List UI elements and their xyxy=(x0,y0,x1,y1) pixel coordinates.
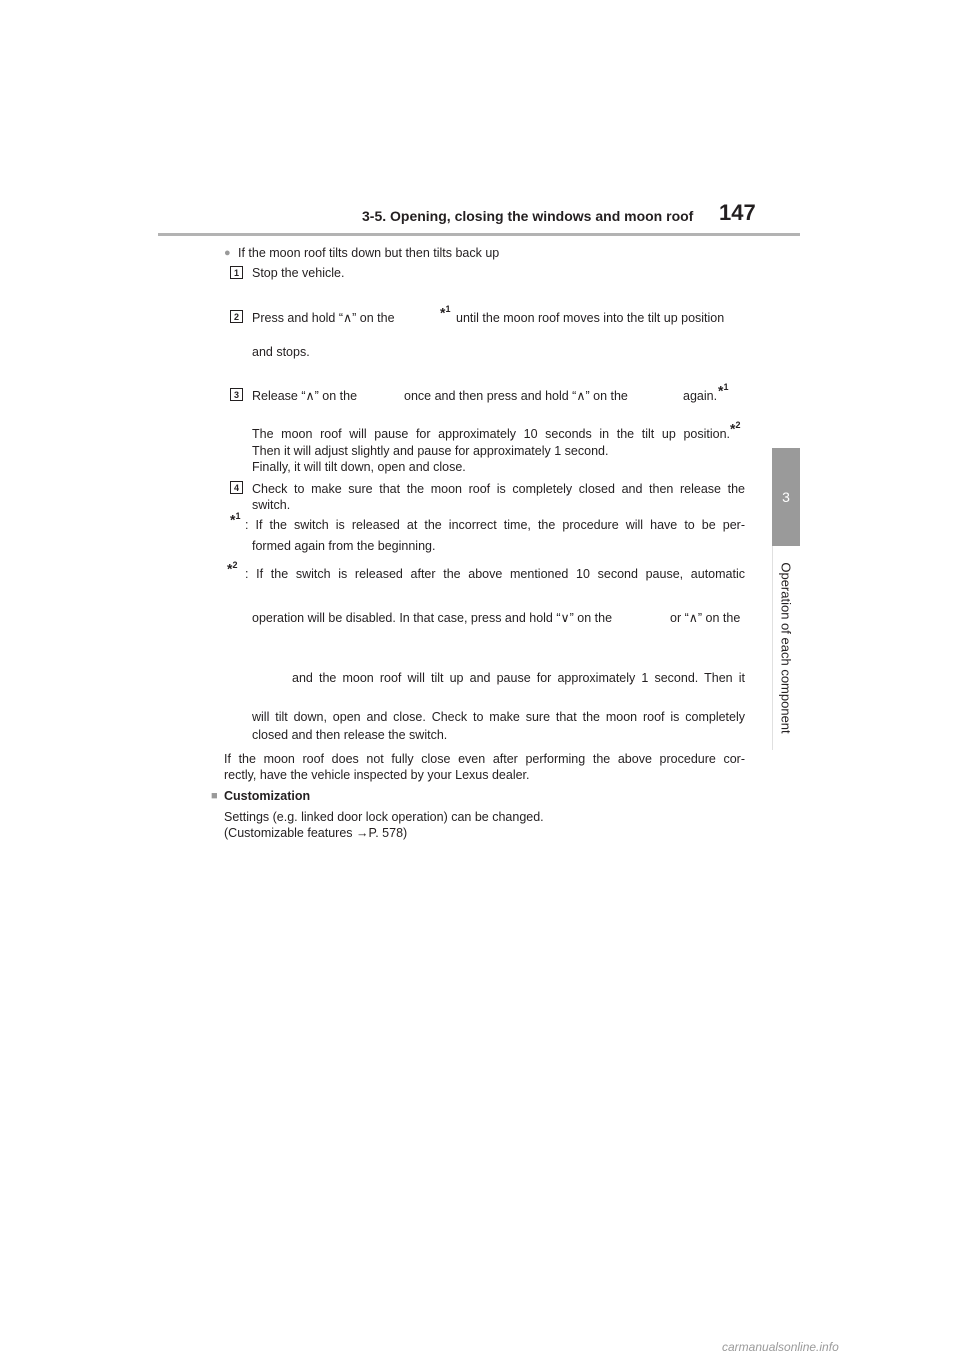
step-3-text-c: again. xyxy=(683,389,718,403)
note-2-line-2b: or “∧” on the xyxy=(670,611,741,625)
closing-para-line-2: rectly, have the vehicle inspected by your Lexus dealer. xyxy=(224,768,530,782)
note-2-line-1: : If the switch is released after the above mentioned 10 second pause, automatic xyxy=(245,567,745,581)
step-2-text-a: Press and hold “∧” on the xyxy=(252,311,395,325)
step-number-2: 2 xyxy=(230,310,243,323)
step-number-4: 4 xyxy=(230,481,243,494)
note-2-line-5: closed and then release the switch. xyxy=(252,728,448,742)
note-1-mark: *$^1$ xyxy=(230,511,241,528)
footnote-ref-1b: *$^1$ xyxy=(718,382,729,399)
section-heading: If the moon roof tilts down but then tilts back up xyxy=(238,246,500,260)
note-2-line-2a: operation will be disabled. In that case, press and hold “∨” on the xyxy=(252,611,613,625)
step-3-text-b: once and then press and hold “∧” on the xyxy=(404,389,628,403)
customization-heading: Customization xyxy=(224,789,311,803)
page-number: 147 xyxy=(719,200,756,225)
step-4-text-a: Check to make sure that the moon roof is completely closed and then release the xyxy=(252,482,745,496)
note-1-line-2: formed again from the beginning. xyxy=(252,539,436,553)
step-number-3: 3 xyxy=(230,388,243,401)
footnote-ref-2: *$^2$ xyxy=(730,420,741,437)
note-2-line-3: and the moon roof will tilt up and pause for approximately 1 second. Then it xyxy=(292,671,745,685)
header-divider xyxy=(158,233,800,236)
watermark-text: carmanualsonline.info xyxy=(722,1340,839,1354)
closing-para-line-1: If the moon roof does not fully close even after performing the above procedure cor- xyxy=(224,752,745,766)
step-4-text-b: switch. xyxy=(252,498,291,512)
customization-link[interactable]: (Customizable features →P. 578) xyxy=(224,826,408,840)
footnote-ref-1: *$^1$ xyxy=(440,304,451,321)
chapter-tab-number[interactable]: 3 xyxy=(772,448,800,546)
bullet-icon: ● xyxy=(224,247,231,259)
section-title: 3-5. Opening, closing the windows and moon roof xyxy=(362,208,694,224)
step-3-sub-2: Then it will adjust slightly and pause for approximately 1 second. xyxy=(252,444,609,458)
step-2-text-b: until the moon roof moves into the tilt up position xyxy=(456,311,725,325)
chapter-tab-label: Operation of each component xyxy=(778,562,794,734)
customization-line-1: Settings (e.g. linked door lock operation) can be changed. xyxy=(224,810,544,824)
step-3-sub-1: The moon roof will pause for approximately 10 seconds in the tilt up position. xyxy=(252,427,730,441)
note-2-mark: *$^2$ xyxy=(227,560,238,577)
step-2-text-c: and stops. xyxy=(252,345,310,359)
note-2-line-4: will tilt down, open and close. Check to make sure that the moon roof is completely xyxy=(252,710,745,724)
square-bullet-icon: ■ xyxy=(211,790,218,802)
step-1-text: Stop the vehicle. xyxy=(252,266,345,280)
step-number-1: 1 xyxy=(230,266,243,279)
step-3-text-a: Release “∧” on the xyxy=(252,389,358,403)
note-1-line-1: : If the switch is released at the incorrect time, the procedure will have to be per- xyxy=(245,518,745,532)
step-3-sub-3: Finally, it will tilt down, open and close. xyxy=(252,460,466,474)
